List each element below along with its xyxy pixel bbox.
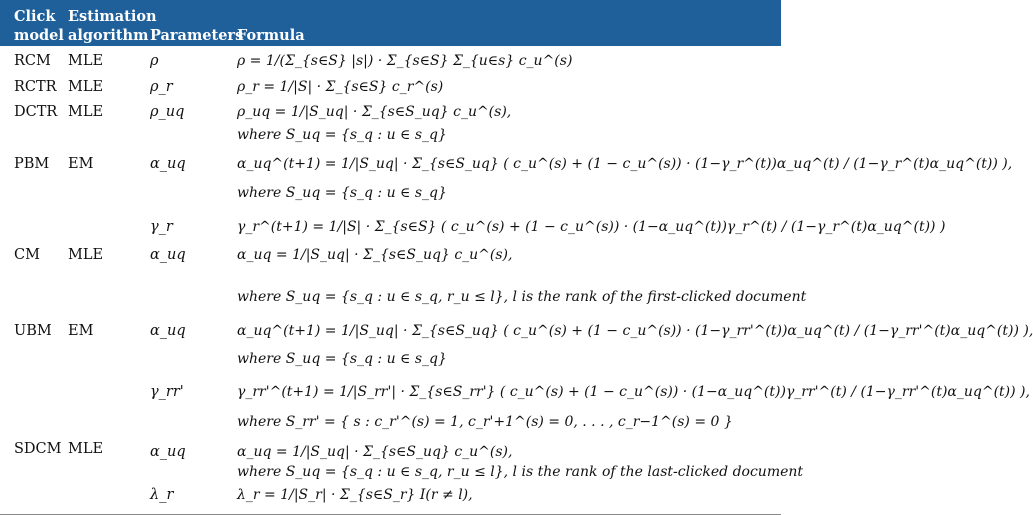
row-algo: MLE (68, 441, 104, 457)
row-algo: MLE (68, 53, 104, 69)
table-header (0, 0, 781, 46)
row-where: where S_uq = {s_q : u ∈ s_q} (237, 127, 447, 143)
header-formula: Formula (237, 27, 305, 44)
row-param: ρ_r (150, 79, 173, 95)
row-param: α_uq (150, 444, 186, 460)
row-param: γ_rr' (150, 384, 184, 400)
row-model: SDCM (14, 441, 62, 457)
row-formula: α_uq = 1/|S_uq| · Σ_{s∈S_uq} c_u^(s), (237, 247, 513, 263)
row-formula: ρ_uq = 1/|S_uq| · Σ_{s∈S_uq} c_u^(s), (237, 104, 512, 120)
row-formula: ρ = 1/(Σ_{s∈S} |s|) · Σ_{s∈S} Σ_{u∈s} c_u^(s) (237, 53, 573, 69)
row-param: α_uq (150, 247, 186, 263)
row-where: where S_uq = {s_q : u ∈ s_q, r_u ≤ l}, l is the rank of the last-clicked document (237, 464, 804, 480)
row-formula: γ_rr'^(t+1) = 1/|S_rr'| · Σ_{s∈S_rr'} ( c_u^(s) + (1 − c_u^(s)) · (1−α_uq^(t))γ_rr'^(t) / (1−γ_rr'^(t)α_uq^(t)) ), (237, 384, 1030, 400)
row-where: where S_uq = {s_q : u ∈ s_q, r_u ≤ l}, l is the rank of the first-clicked document (237, 289, 807, 305)
row-model: UBM (14, 323, 52, 339)
header-estimation-line1: Estimation (68, 8, 157, 25)
row-model: PBM (14, 156, 50, 172)
header-parameters: Parameters (150, 27, 244, 44)
row-algo: MLE (68, 79, 104, 95)
row-model: RCM (14, 53, 51, 69)
row-param: ρ (150, 53, 159, 69)
row-model: CM (14, 247, 40, 263)
row-model: DCTR (14, 104, 58, 120)
row-where: where S_uq = {s_q : u ∈ s_q} (237, 185, 447, 201)
row-algo: MLE (68, 247, 104, 263)
row-formula: λ_r = 1/|S_r| · Σ_{s∈S_r} I(r ≠ l), (237, 487, 473, 503)
header-click-model-line1: Click (14, 8, 56, 25)
row-formula: α_uq^(t+1) = 1/|S_uq| · Σ_{s∈S_uq} ( c_u^(s) + (1 − c_u^(s)) · (1−γ_r^(t))α_uq^(t) / (1−γ_r^(t)α_uq^(t)) ), (237, 156, 1013, 172)
row-algo: MLE (68, 104, 104, 120)
row-formula: γ_r^(t+1) = 1/|S| · Σ_{s∈S} ( c_u^(s) + (1 − c_u^(s)) · (1−α_uq^(t))γ_r^(t) / (1−γ_r^(t)α_uq^(t)) ) (237, 219, 946, 235)
row-param: ρ_uq (150, 104, 185, 120)
row-formula: ρ_r = 1/|S| · Σ_{s∈S} c_r^(s) (237, 79, 444, 95)
row-param: γ_r (150, 219, 173, 235)
row-where: where S_uq = {s_q : u ∈ s_q} (237, 351, 447, 367)
row-algo: EM (68, 323, 94, 339)
row-param: α_uq (150, 323, 186, 339)
row-model: RCTR (14, 79, 57, 95)
row-param: α_uq (150, 156, 186, 172)
row-formula: α_uq^(t+1) = 1/|S_uq| · Σ_{s∈S_uq} ( c_u^(s) + (1 − c_u^(s)) · (1−γ_rr'^(t))α_uq^(t) / (1−γ_rr'^(t)α_uq^(t)) ), (237, 323, 1033, 339)
row-formula: α_uq = 1/|S_uq| · Σ_{s∈S_uq} c_u^(s), (237, 444, 513, 460)
row-algo: EM (68, 156, 94, 172)
header-estimation-line2: algorithm (68, 27, 149, 44)
row-where: where S_rr' = { s : c_r'^(s) = 1, c_r'+1^(s) = 0, . . . , c_r−1^(s) = 0 } (237, 414, 733, 430)
row-param: λ_r (150, 487, 174, 503)
header-click-model-line2: model (14, 27, 64, 44)
